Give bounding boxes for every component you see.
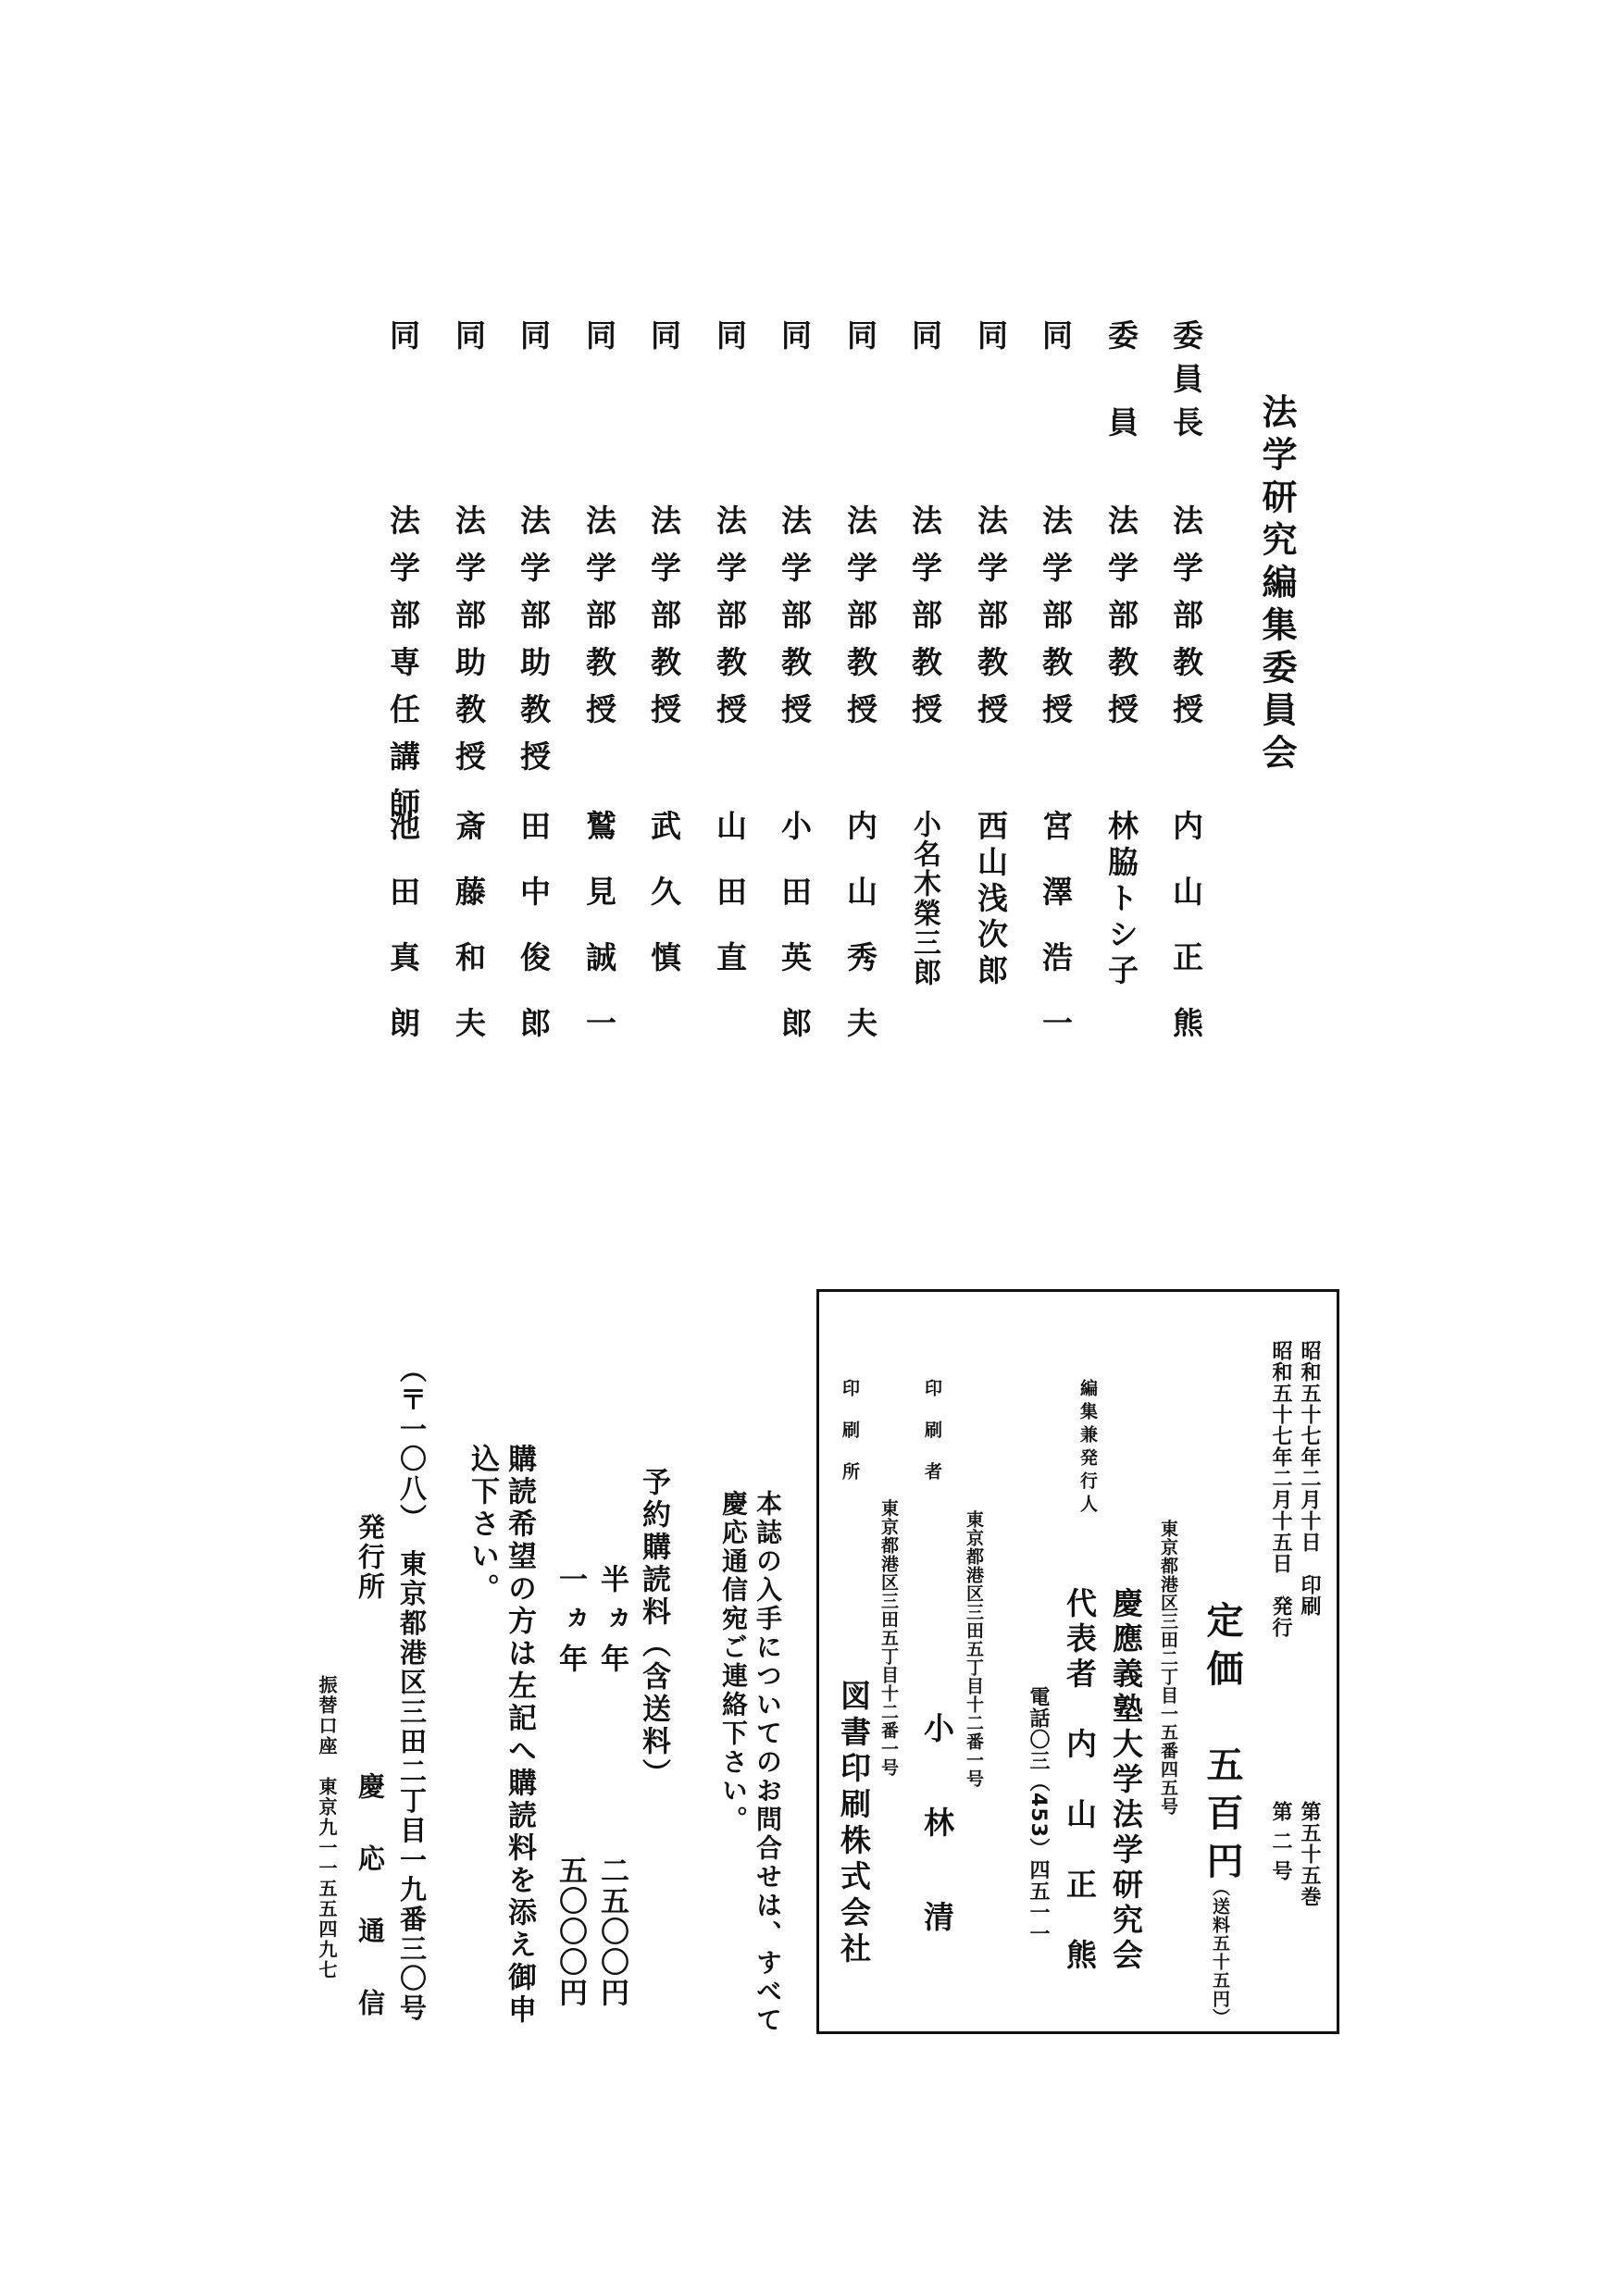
volume-number: 第五十五巻 <box>1298 1801 1321 1907</box>
committee-position: 法学部教授 <box>581 504 617 740</box>
request-line-1: 購読希望の方は左記へ購読料を添え御申 <box>503 1444 536 2027</box>
transfer-account: 振替口座 東京九一一五五四九七 <box>316 1675 338 1980</box>
committee-position: 法学部教授 <box>712 504 748 740</box>
half-year-price: 二五〇〇円 <box>595 1855 629 2008</box>
postage: （送料五十五円） <box>1210 1879 1230 2027</box>
committee-role: 同 <box>451 319 487 363</box>
print-office-name: 図書印刷株式会社 <box>836 1680 872 1968</box>
committee-member-name: 小田英郎 <box>777 810 813 1073</box>
half-year-label: 半ヵ年 <box>595 1564 629 1683</box>
committee-member-name: 池田真朗 <box>385 810 421 1073</box>
printer-label: 印刷者 <box>922 1379 942 1504</box>
committee-role: 同 <box>842 319 878 363</box>
printer-address: 東京都港区三田五丁目十二番一号 <box>964 1510 984 1788</box>
printer-name: 小 林 清 <box>919 1712 955 1948</box>
committee-position: 法学部教授 <box>1168 504 1204 740</box>
editor-label: 編集兼発行人 <box>1077 1379 1098 1518</box>
committee-member-name: 田中俊郎 <box>516 810 552 1073</box>
one-year-label: 一ヵ年 <box>554 1564 587 1683</box>
committee-position: 法学部教授 <box>973 504 1009 740</box>
notice-line-2: 慶応通信宛ご連絡下さい。 <box>718 1490 749 1834</box>
committee-position: 法学部教授 <box>777 504 813 740</box>
print-date: 昭和五十七年二月十日 印刷 <box>1298 1340 1321 1617</box>
committee-role: 同 <box>973 319 1009 363</box>
subscription-title: 予約購読料（含送料） <box>637 1467 670 1791</box>
committee-position: 法学部教授 <box>907 504 943 740</box>
committee-role: 委 員 <box>1103 319 1139 450</box>
committee-member-name: 林脇トシ子 <box>1103 810 1139 990</box>
one-year-price: 五〇〇〇円 <box>554 1855 587 2008</box>
print-office-address: 東京都港区三田五丁目十二番一号 <box>878 1499 899 1777</box>
committee-role: 同 <box>777 319 813 363</box>
committee-member-name: 鷲見誠一 <box>581 810 617 1073</box>
committee-role: 同 <box>907 319 943 363</box>
request-line-2: 込下さい。 <box>466 1444 499 1606</box>
issue-number: 第二号 <box>1269 1801 1292 1890</box>
committee-position: 法学部専任講師 <box>385 504 421 835</box>
notice-line-1: 本誌の入手についてのお問合せは、すべて <box>753 1490 783 2035</box>
editor-phone: 電話〇三（453）四五一一 <box>1027 1686 1050 1944</box>
committee-position: 法学部教授 <box>1103 504 1139 740</box>
committee-role: 同 <box>712 319 748 363</box>
print-office-label: 印刷所 <box>840 1379 860 1504</box>
committee-role: 同 <box>581 319 617 363</box>
committee-role: 委員長 <box>1168 319 1204 450</box>
editor-org: 慶應義塾大学法学研究会 <box>1108 1587 1144 1974</box>
postal-address: （〒一〇八） 東京都港区三田二丁目一九番三〇号 <box>396 1356 428 2024</box>
committee-member-name: 武久慎 <box>646 810 682 1007</box>
committee-position: 法学部教授 <box>646 504 682 740</box>
committee-member-name: 内山正熊 <box>1168 810 1204 1073</box>
committee-position: 法学部助教授 <box>516 504 552 788</box>
publish-date: 昭和五十七年二月十五日 発行 <box>1269 1340 1292 1638</box>
committee-position: 法学部教授 <box>842 504 878 740</box>
committee-role: 同 <box>385 319 421 363</box>
committee-title: 法学研究編集委員会 <box>1256 393 1298 776</box>
editor-address: 東京都港区三田二丁目一五番四五号 <box>1158 1520 1178 1816</box>
committee-member-name: 小名木榮三郎 <box>908 810 940 987</box>
publisher-name: 慶 応 通 信 <box>355 1772 386 2025</box>
committee-role: 同 <box>1038 319 1074 363</box>
committee-role: 同 <box>646 319 682 363</box>
committee-member-name: 内山秀夫 <box>842 810 878 1073</box>
publisher-label: 発行所 <box>355 1513 386 1602</box>
committee-position: 法学部教授 <box>1038 504 1074 740</box>
committee-member-name: 西山浅次郎 <box>973 810 1009 990</box>
committee-member-name: 斎藤和夫 <box>451 810 487 1073</box>
editor-rep: 代表者 内 山 正 熊 <box>1062 1587 1098 1974</box>
committee-member-name: 山田直 <box>712 810 748 1007</box>
price: 定価 五百円 <box>1201 1601 1244 1890</box>
committee-position: 法学部助教授 <box>451 504 487 788</box>
committee-member-name: 宮澤浩一 <box>1038 810 1074 1073</box>
committee-role: 同 <box>516 319 552 363</box>
